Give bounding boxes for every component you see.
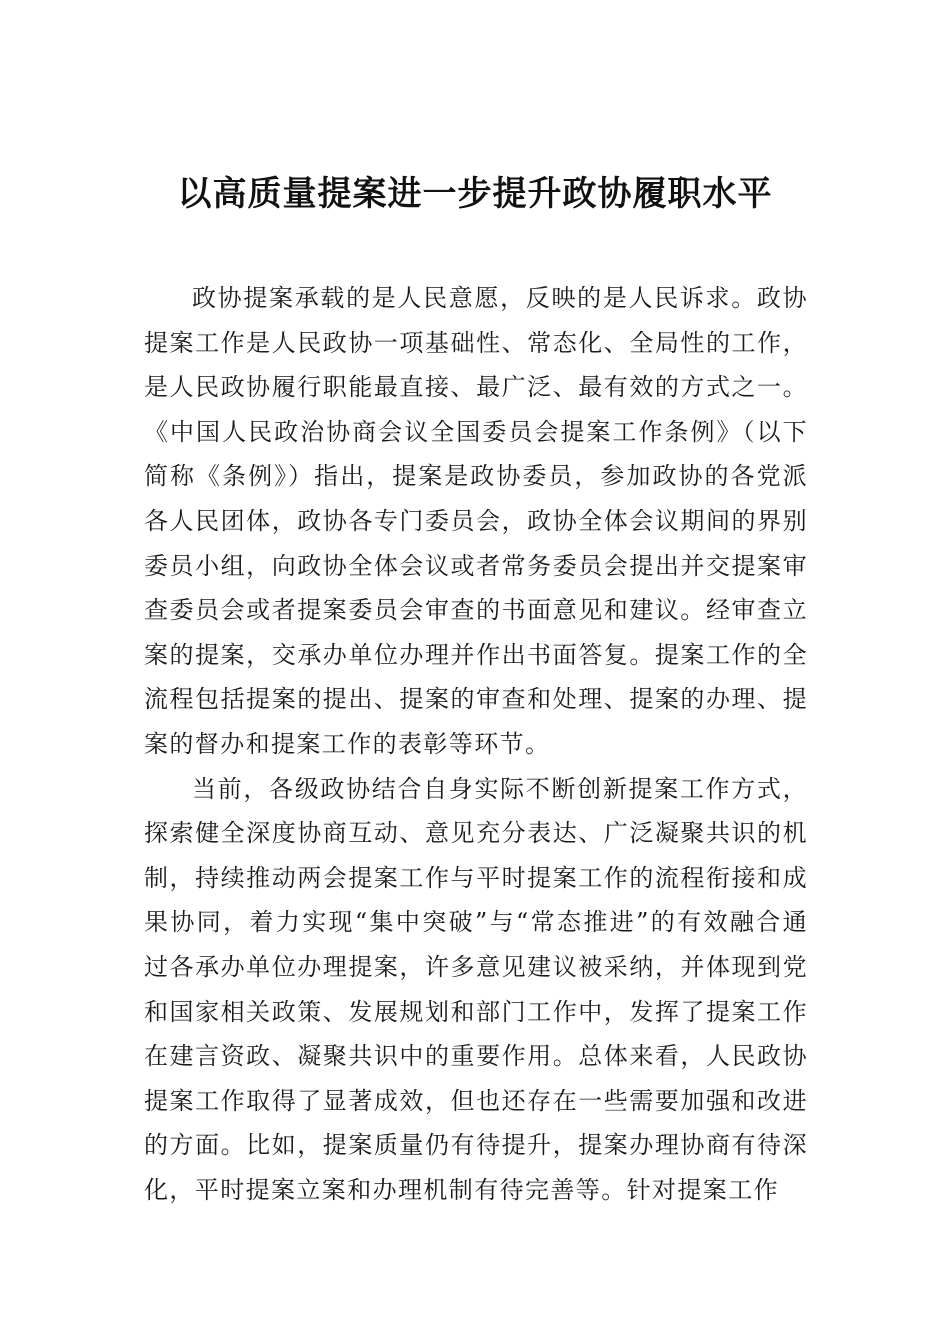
document-title: 以高质量提案进一步提升政协履职水平 (177, 174, 773, 214)
paragraph-2: 当前，各级政协结合自身实际不断创新提案工作方式，探索健全深度协商互动、意见充分表达、广泛凝聚共识的机制，持续推动两会提案工作与平时提案工作的流程衔接和成果协同，着力实现“集中突破”与“常态推进”的有效融合通过各承办单位办理提案，许多意见建议被采纳，并体现到党和国家相关政策、发展规划和部门工作中，发挥了提案工作在建言资政、凝聚共识中的重要作用。总体来看，人民政协提案工作取得了显著成效，但也还存在一些需要加强和改进的方面。比如，提案质量仍有待提升，提案办理协商有待深化，平时提案立案和办理机制有待完善等。针对提案工作 (144, 774, 808, 1204)
paragraph-1: 政协提案承载的是人民意愿，反映的是人民诉求。政协提案工作是人民政协一项基础性、常态化、全局性的工作，是人民政协履行职能最直接、最广泛、最有效的方式之一。《中国人民政治协商会议全国委员会提案工作条例》（以下简称《条例》）指出，提案是政协委员，参加政协的各党派各人民团体，政协各专门委员会，政协全体会议期间的界别委员小组，向政协全体会议或者常务委员会提出并交提案审查委员会或者提案委员会审查的书面意见和建议。经审查立案的提案，交承办单位办理并作出书面答复。提案工作的全流程包括提案的提出、提案的审查和处理、提案的办理、提案的督办和提案工作的表彰等环节。 (144, 284, 808, 758)
document-body (144, 276, 808, 1212)
